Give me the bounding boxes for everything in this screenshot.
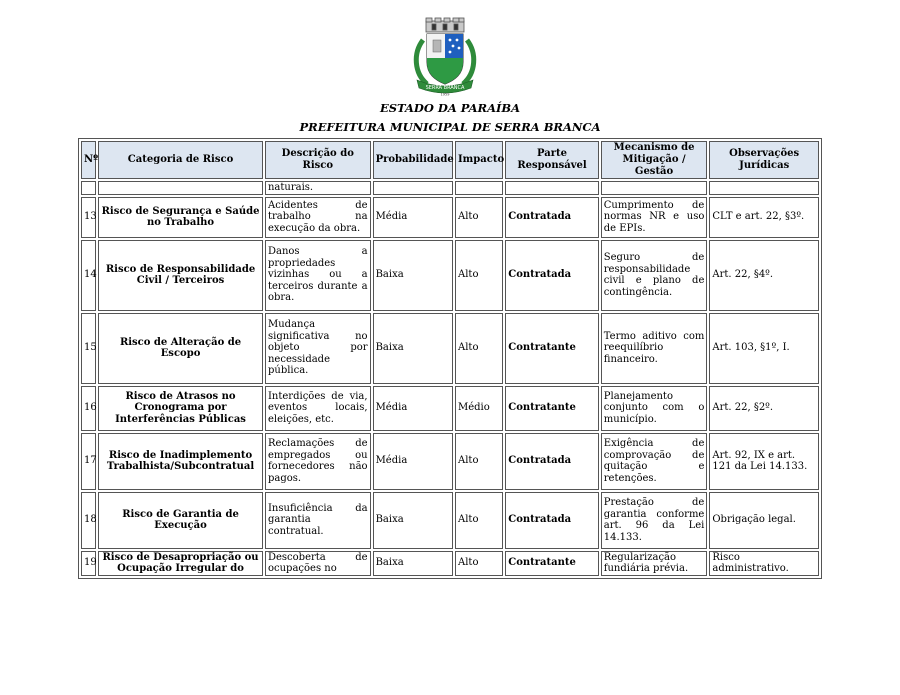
cell-mitigation: Regularização fundiária prévia. <box>601 551 708 576</box>
cell-party: Contratante <box>505 386 599 431</box>
cell-notes: Art. 103, §1º, I. <box>709 313 819 384</box>
cell-description: Descoberta de ocupações no <box>265 551 371 576</box>
cell-notes: Risco administrativo. <box>709 551 819 576</box>
cell-party: Contratada <box>505 492 599 549</box>
cell-probability: Baixa <box>373 492 453 549</box>
cell-probability: Baixa <box>373 551 453 576</box>
cell-impact: Alto <box>455 197 503 238</box>
cell-category: Risco de Atrasos no Cronograma por Interferências Públicas <box>98 386 263 431</box>
cell-party: Contratante <box>505 551 599 576</box>
table-row <box>81 240 819 311</box>
cell-num: 15 <box>81 313 96 384</box>
cell-category: Risco de Segurança e Saúde no Trabalho <box>98 197 263 238</box>
cell-description: Mudança significativa no objeto por necessidade pública. <box>265 313 371 384</box>
table-row <box>81 197 819 238</box>
cell-probability: Média <box>373 386 453 431</box>
cell-probability: Média <box>373 197 453 238</box>
banner-text: SERRA BRANCA <box>425 85 465 91</box>
cell-party: Contratada <box>505 197 599 238</box>
continued-description: naturais. <box>265 181 371 195</box>
cell-num: 17 <box>81 433 96 490</box>
header-description: Descrição do Risco <box>265 141 371 179</box>
cell-notes: Art. 22, §2º. <box>709 386 819 431</box>
cell-impact: Alto <box>455 551 503 576</box>
cell-description: Acidentes de trabalho na execução da obra. <box>265 197 371 238</box>
cell-impact: Alto <box>455 492 503 549</box>
header-mitigation: Mecanismo de Mitigação / Gestão <box>601 141 708 179</box>
cell-mitigation: Exigência de comprovação de quitação e retenções. <box>601 433 708 490</box>
crown <box>426 18 464 32</box>
cell-num: 14 <box>81 240 96 311</box>
table-row <box>81 386 819 431</box>
risk-matrix-table <box>78 138 822 579</box>
cell-notes: Art. 92, IX e art. 121 da Lei 14.133. <box>709 433 819 490</box>
table-row <box>81 313 819 384</box>
cell-impact: Alto <box>455 433 503 490</box>
cell-notes: Art. 22, §4º. <box>709 240 819 311</box>
cell-category: Risco de Garantia de Execução <box>98 492 263 549</box>
cell-description: Reclamações de empregados ou fornecedores não pagos. <box>265 433 371 490</box>
cell-num: 13 <box>81 197 96 238</box>
header-num: Nº <box>81 141 96 179</box>
cell-notes: Obrigação legal. <box>709 492 819 549</box>
table-header-row <box>81 141 819 179</box>
prefecture-title: PREFEITURA MUNICIPAL DE SERRA BRANCA <box>299 120 601 134</box>
cell-probability: Média <box>373 433 453 490</box>
table-row <box>81 492 819 549</box>
cell-impact: Alto <box>455 313 503 384</box>
cell-num: 16 <box>81 386 96 431</box>
cell-mitigation: Cumprimento de normas NR e uso de EPIs. <box>601 197 708 238</box>
cell-description: Interdições de via, eventos locais, eleições, etc. <box>265 386 371 431</box>
cell-mitigation: Prestação de garantia conforme art. 96 da Lei 14.133. <box>601 492 708 549</box>
header-notes: Observações Jurídicas <box>709 141 819 179</box>
table-row <box>81 433 819 490</box>
municipal-coat-of-arms <box>411 18 479 96</box>
table-row <box>81 551 819 576</box>
cell-category: Risco de Inadimplemento Trabalhista/Subcontratual <box>98 433 263 490</box>
cell-notes: CLT e art. 22, §3º. <box>709 197 819 238</box>
cell-probability: Baixa <box>373 313 453 384</box>
cell-party: Contratada <box>505 240 599 311</box>
cell-mitigation: Planejamento conjunto com o município. <box>601 386 708 431</box>
cell-impact: Médio <box>455 386 503 431</box>
header-category: Categoria de Risco <box>98 141 263 179</box>
cell-mitigation: Seguro de responsabilidade civil e plano de contingência. <box>601 240 708 311</box>
cell-category: Risco de Alteração de Escopo <box>98 313 263 384</box>
header-party: Parte Responsável <box>505 141 599 179</box>
cell-probability: Baixa <box>373 240 453 311</box>
cell-party: Contratante <box>505 313 599 384</box>
cell-category: Risco de Desapropriação ou Ocupação Irregular do <box>98 551 263 576</box>
cell-impact: Alto <box>455 240 503 311</box>
banner-year: 1959 <box>440 92 450 97</box>
cell-category: Risco de Responsabilidade Civil / Terceiros <box>98 240 263 311</box>
cell-mitigation: Termo aditivo com reequilíbrio financeiro. <box>601 313 708 384</box>
table-row-continuation <box>81 181 819 195</box>
cell-num: 19 <box>81 551 96 576</box>
cell-num: 18 <box>81 492 96 549</box>
left-branch <box>416 40 427 84</box>
state-title: ESTADO DA PARAÍBA <box>379 101 521 115</box>
header-probability: Probabilidade <box>373 141 453 179</box>
cell-description: Insuficiência da garantia contratual. <box>265 492 371 549</box>
cell-description: Danos a propriedades vizinhas ou a terceiros durante a obra. <box>265 240 371 311</box>
right-branch <box>463 40 474 84</box>
cell-party: Contratada <box>505 433 599 490</box>
header-impact: Impacto <box>455 141 503 179</box>
